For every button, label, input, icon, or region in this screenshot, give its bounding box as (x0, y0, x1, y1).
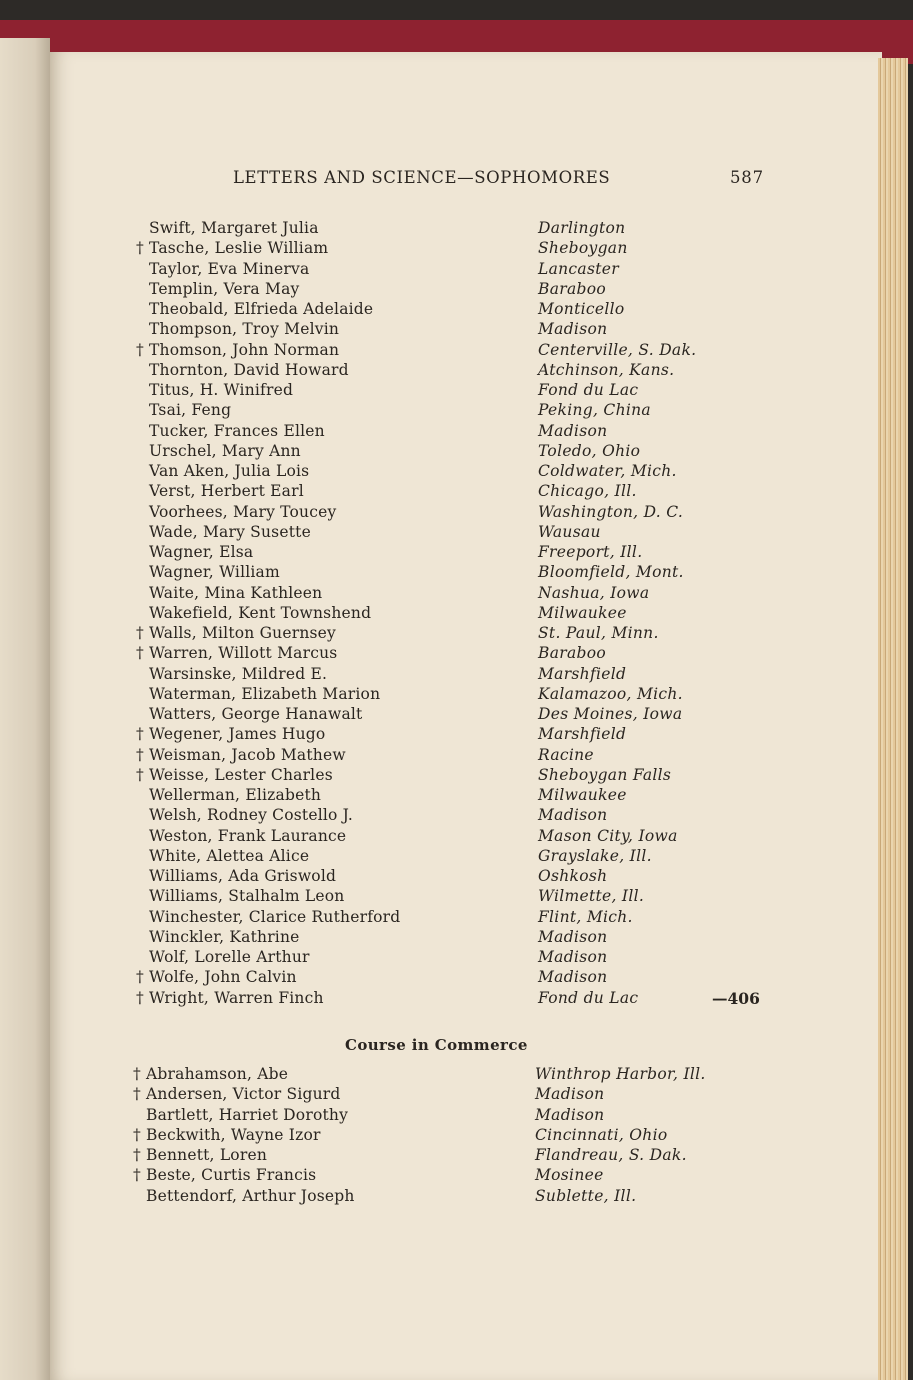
student-name: Andersen, Victor Sigurd (146, 1085, 341, 1104)
list-item (0, 482, 913, 502)
list-item (0, 725, 913, 745)
list-item (0, 584, 913, 604)
list-item (0, 989, 913, 1009)
student-name: Bennett, Loren (146, 1146, 268, 1164)
student-name: Wade, Mary Susette (149, 522, 311, 541)
hometown: Kalamazoo, Mich. (538, 684, 683, 703)
list-item (0, 685, 913, 705)
list-item (0, 928, 913, 948)
list-item (0, 320, 913, 340)
list-item (0, 401, 913, 421)
hometown: Fond du Lac (538, 988, 639, 1007)
list-item (0, 563, 913, 583)
hometown: Des Moines, Iowa (538, 705, 683, 723)
list-item (0, 1085, 913, 1105)
student-name: Taylor, Eva Minerva (149, 259, 310, 278)
hometown: Bloomfield, Mont. (538, 563, 684, 582)
list-item (0, 806, 913, 826)
list-item (0, 766, 913, 786)
student-name: Wolfe, John Calvin (149, 968, 297, 987)
list-item (0, 948, 913, 968)
hometown: Marshfield (538, 664, 627, 683)
student-name: Theobald, Elfrieda Adelaide (149, 300, 374, 318)
list-item (0, 462, 913, 482)
hometown: Washington, D. C. (538, 502, 684, 521)
hometown: Peking, China (538, 401, 651, 420)
list-item (0, 341, 913, 361)
list-item (0, 523, 913, 543)
commerce-list (0, 1065, 913, 1207)
hometown: Oshkosh (538, 867, 608, 885)
dagger-mark: † (133, 1065, 141, 1083)
total-count: —406 (712, 988, 760, 1008)
hometown: Cincinnati, Ohio (535, 1125, 668, 1144)
hometown: Baraboo (538, 279, 606, 298)
student-name: Thompson, Troy Melvin (149, 320, 340, 339)
hometown: Madison (538, 320, 608, 339)
hometown: Wilmette, Ill. (538, 887, 645, 906)
hometown: Madison (538, 806, 608, 825)
hometown: Racine (538, 745, 594, 764)
hometown: Madison (538, 927, 608, 946)
student-name: Williams, Ada Griswold (149, 867, 337, 885)
list-item (0, 867, 913, 887)
student-name: Beckwith, Wayne Izor (146, 1125, 321, 1144)
dagger-mark: † (133, 1085, 141, 1104)
student-name: Van Aken, Julia Lois (149, 462, 310, 480)
hometown: Madison (538, 968, 608, 987)
hometown: Madison (535, 1085, 605, 1104)
list-item (0, 503, 913, 523)
list-item (0, 260, 913, 280)
list-item (0, 422, 913, 442)
hometown: Baraboo (538, 644, 606, 663)
hometown: Marshfield (538, 725, 627, 744)
dagger-mark: † (136, 765, 144, 784)
hometown: Wausau (538, 522, 601, 541)
hometown: Mason City, Iowa (538, 826, 678, 845)
student-name: Wagner, William (149, 563, 280, 582)
student-name: Wright, Warren Finch (149, 988, 324, 1007)
hometown: Lancaster (538, 259, 619, 278)
hometown: Darlington (538, 219, 626, 237)
hometown: Sheboygan Falls (538, 765, 672, 784)
student-name: Verst, Herbert Earl (149, 482, 304, 501)
hometown: Madison (538, 421, 608, 440)
hometown: Freeport, Ill. (538, 543, 643, 561)
list-item (0, 442, 913, 462)
list-item (0, 705, 913, 725)
student-name: Templin, Vera May (149, 279, 300, 298)
list-item (0, 219, 913, 239)
list-item (0, 300, 913, 320)
hometown: Madison (538, 948, 608, 966)
list-item (0, 624, 913, 644)
student-name: Weisse, Lester Charles (149, 765, 333, 784)
student-name: Wakefield, Kent Townshend (149, 603, 372, 622)
section-heading (0, 1036, 913, 1056)
dagger-mark: † (136, 644, 144, 663)
hometown: Sheboygan (538, 239, 628, 258)
running-header (0, 168, 913, 192)
dagger-mark: † (136, 239, 144, 258)
dagger-mark: † (136, 988, 144, 1007)
student-name: Tucker, Frances Ellen (149, 421, 325, 440)
dagger-mark: † (136, 624, 144, 642)
dagger-mark: † (133, 1125, 141, 1144)
student-name: Walls, Milton Guernsey (149, 624, 337, 642)
student-name: Weisman, Jacob Mathew (149, 745, 346, 764)
student-name: Waite, Mina Kathleen (149, 583, 323, 602)
student-name: Welsh, Rodney Costello J. (149, 806, 354, 825)
student-name: Tsai, Feng (149, 401, 232, 420)
hometown: Winthrop Harbor, Ill. (535, 1065, 706, 1083)
student-name: Bartlett, Harriet Dorothy (146, 1105, 349, 1124)
list-item (0, 968, 913, 988)
student-name: Warren, Willott Marcus (149, 644, 338, 663)
list-item (0, 381, 913, 401)
hometown: Monticello (538, 300, 625, 318)
commerce-heading: Course in Commerce (345, 1036, 528, 1054)
hometown: Madison (535, 1105, 605, 1124)
hometown: Flint, Mich. (538, 907, 633, 926)
student-name: Winckler, Kathrine (149, 927, 300, 946)
student-name: Wegener, James Hugo (149, 725, 326, 744)
hometown: Flandreau, S. Dak. (535, 1146, 687, 1164)
dagger-mark: † (136, 725, 144, 744)
dagger-mark: † (133, 1166, 141, 1185)
student-name: Thomson, John Norman (149, 340, 340, 359)
student-name: Watters, George Hanawalt (149, 705, 363, 723)
student-name: Voorhees, Mary Toucey (149, 502, 337, 521)
student-name: Wagner, Elsa (149, 543, 254, 561)
student-name: Weston, Frank Laurance (149, 826, 347, 845)
student-name: Tasche, Leslie William (149, 239, 329, 258)
student-name: Thornton, David Howard (149, 360, 349, 379)
dagger-mark: † (133, 1146, 141, 1164)
list-item (0, 1146, 913, 1166)
hometown: Coldwater, Mich. (538, 462, 677, 480)
hometown: Mosinee (535, 1166, 604, 1185)
student-name: Titus, H. Winifred (149, 381, 294, 399)
dagger-mark: † (136, 968, 144, 987)
list-item (0, 908, 913, 928)
list-item (0, 239, 913, 259)
hometown: Toledo, Ohio (538, 441, 641, 460)
list-item (0, 644, 913, 664)
student-name: Abrahamson, Abe (146, 1065, 289, 1083)
student-name: Wellerman, Elizabeth (149, 786, 322, 804)
student-name: Waterman, Elizabeth Marion (149, 684, 381, 703)
page-number: 587 (730, 168, 764, 187)
hometown: Centerville, S. Dak. (538, 340, 697, 359)
page-title: LETTERS AND SCIENCE—SOPHOMORES (233, 168, 611, 187)
hometown: Grayslake, Ill. (538, 846, 652, 865)
list-item (0, 1065, 913, 1085)
student-name: Warsinske, Mildred E. (149, 664, 328, 683)
list-item (0, 746, 913, 766)
hometown: Atchinson, Kans. (538, 360, 675, 379)
list-item (0, 1106, 913, 1126)
student-name: Beste, Curtis Francis (146, 1166, 317, 1185)
list-item (0, 1126, 913, 1146)
dagger-mark: † (136, 340, 144, 359)
student-name: Bettendorf, Arthur Joseph (146, 1186, 355, 1205)
list-item (0, 847, 913, 867)
student-name: Swift, Margaret Julia (149, 219, 319, 237)
list-item (0, 361, 913, 381)
student-name: Wolf, Lorelle Arthur (149, 948, 310, 966)
list-item (0, 786, 913, 806)
student-name: Winchester, Clarice Rutherford (149, 907, 401, 926)
list-item (0, 665, 913, 685)
list-item (0, 1187, 913, 1207)
list-item (0, 543, 913, 563)
student-name: Urschel, Mary Ann (149, 441, 301, 460)
hometown: Milwaukee (538, 786, 627, 804)
list-item (0, 887, 913, 907)
dagger-mark: † (136, 745, 144, 764)
hometown: Fond du Lac (538, 381, 639, 399)
hometown: Nashua, Iowa (538, 583, 650, 602)
list-item (0, 1166, 913, 1186)
hometown: St. Paul, Minn. (538, 624, 659, 642)
hometown: Sublette, Ill. (535, 1186, 637, 1205)
student-name: Williams, Stalhalm Leon (149, 887, 345, 906)
sophomore-list (0, 219, 913, 1009)
list-item (0, 827, 913, 847)
list-item (0, 604, 913, 624)
hometown: Milwaukee (538, 603, 627, 622)
list-item (0, 280, 913, 300)
hometown: Chicago, Ill. (538, 482, 637, 501)
student-name: White, Alettea Alice (149, 846, 310, 865)
